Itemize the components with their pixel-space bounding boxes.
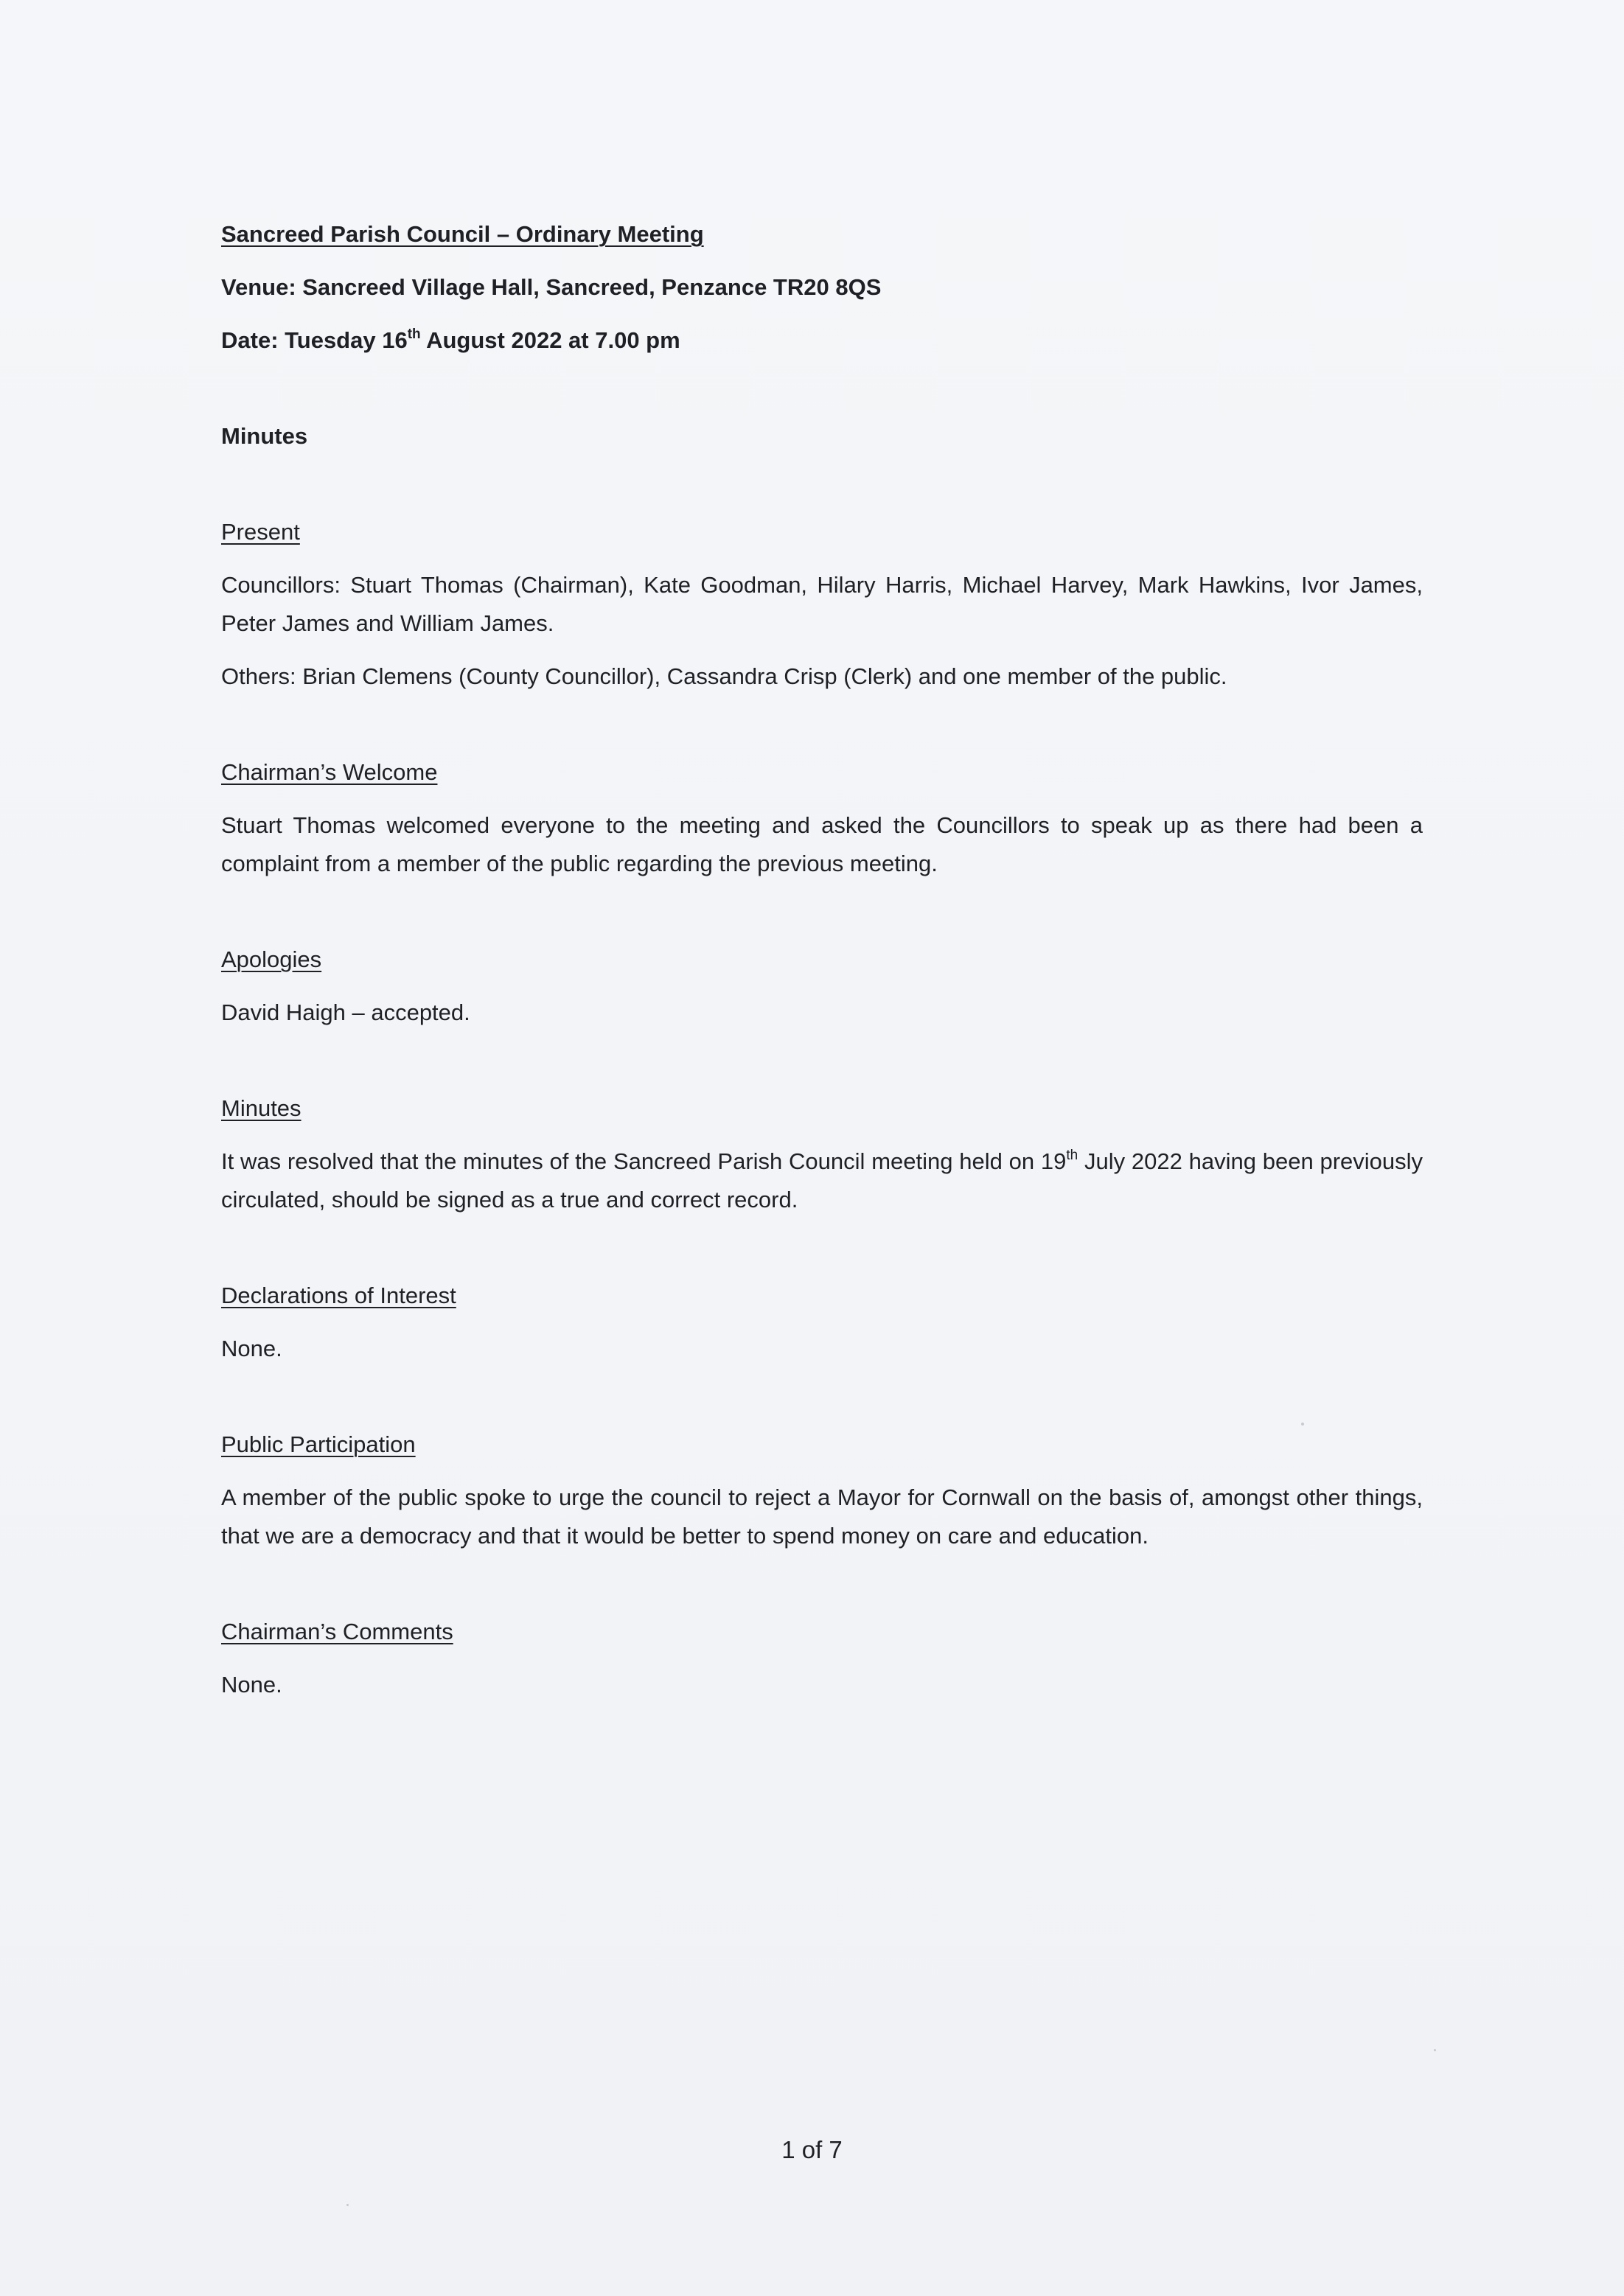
public-participation-text: A member of the public spoke to urge the council to reject a Mayor for Cornwall on the basis of, amongst other things, that we are a democracy and that it would be better to spend money on care and education. [221, 1484, 1423, 1549]
section-heading-chairmans-comments: Chairman’s Comments [221, 1619, 453, 1644]
section-heading-declarations: Declarations of Interest [221, 1283, 456, 1308]
section-heading-present: Present [221, 519, 300, 545]
declarations-text: None. [221, 1336, 282, 1361]
meeting-venue: Venue: Sancreed Village Hall, Sancreed, Penzance TR20 8QS [221, 274, 882, 300]
document-body [221, 215, 1423, 1704]
section-heading-welcome: Chairman’s Welcome [221, 759, 438, 785]
section-heading-apologies: Apologies [221, 946, 322, 972]
minutes-text: It was resolved that the minutes of the Sancreed Parish Council meeting held on 19th July 2022 having been previously circulated, should be signed as a true and correct record. [221, 1147, 1423, 1212]
present-councillors: Councillors: Stuart Thomas (Chairman), Kate Goodman, Hilary Harris, Michael Harvey, Mark Hawkins, Ivor James, Peter James and William James. [221, 572, 1423, 636]
welcome-text: Stuart Thomas welcomed everyone to the meeting and asked the Councillors to speak up as there had been a complaint from a member of the public regarding the previous meeting. [221, 812, 1423, 876]
present-others: Others: Brian Clemens (County Councillor), Cassandra Crisp (Clerk) and one member of the public. [221, 663, 1227, 689]
meeting-date: Date: Tuesday 16th August 2022 at 7.00 pm [221, 326, 680, 353]
section-heading-public-participation: Public Participation [221, 1431, 416, 1457]
document-heading: Minutes [221, 423, 308, 449]
scan-speck [1434, 2049, 1436, 2051]
meeting-title: Sancreed Parish Council – Ordinary Meeting [221, 221, 704, 247]
apologies-text: David Haigh – accepted. [221, 999, 470, 1025]
scan-speck [346, 2204, 349, 2206]
page-number: 1 of 7 [781, 2136, 843, 2163]
section-heading-minutes: Minutes [221, 1095, 302, 1121]
chairmans-comments-text: None. [221, 1672, 282, 1697]
